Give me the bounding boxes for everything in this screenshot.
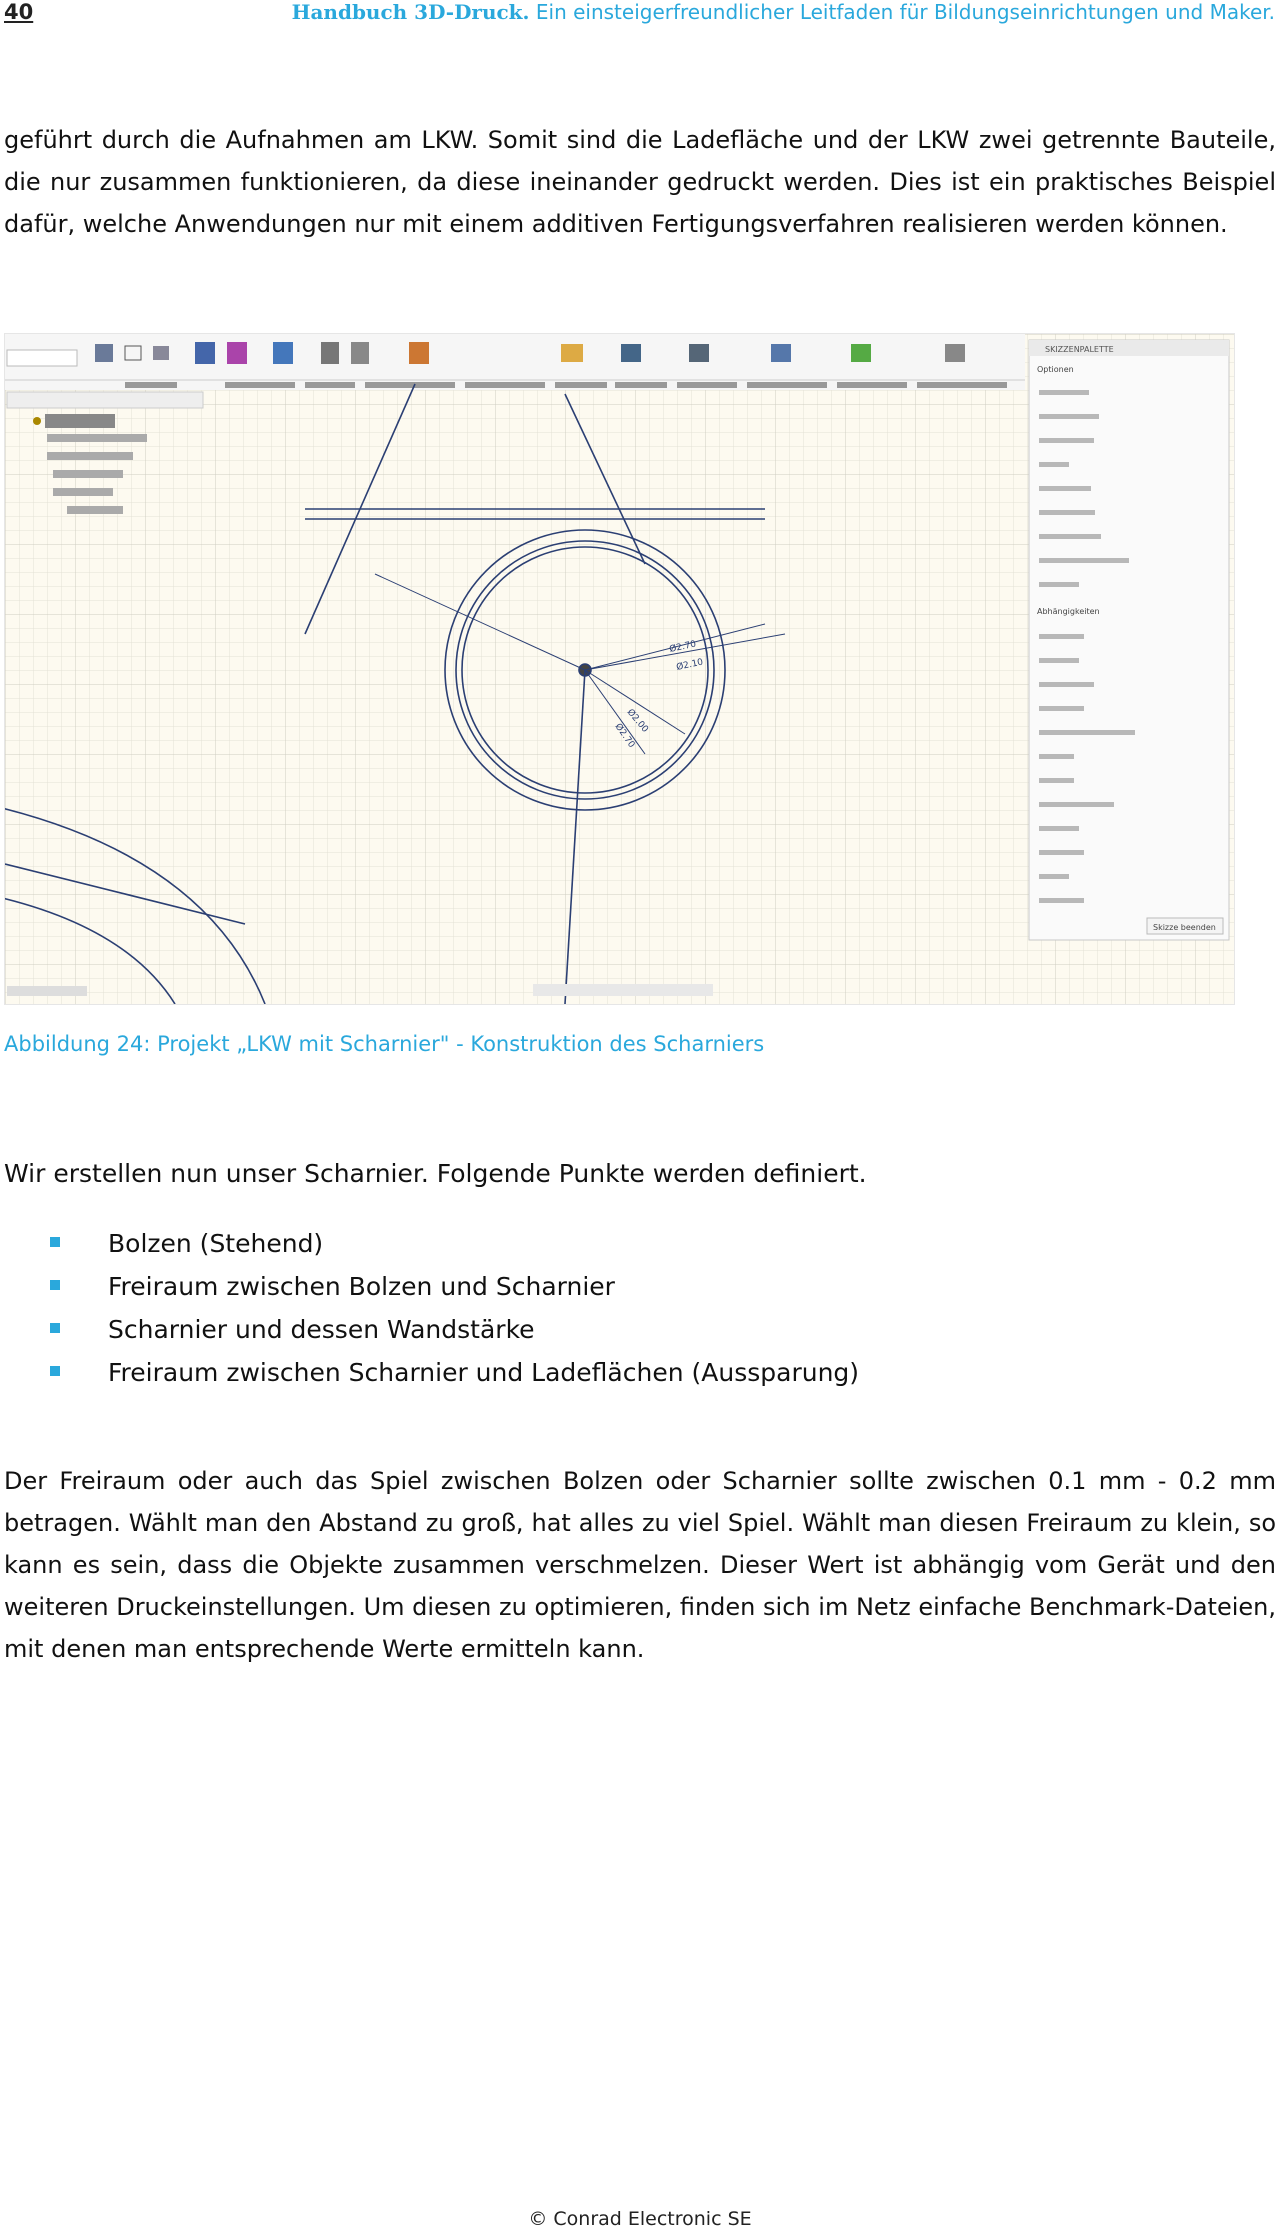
bullet-marker [50, 1366, 60, 1376]
sketch-palette-panel [1029, 340, 1229, 940]
body-paragraph-2: Der Freiraum oder auch das Spiel zwischen Bolzen oder Scharnier sollte zwischen 0.1 mm - 0.2 mm betragen. Wählt man den Abstand zu groß, hat alles zu viel Spiel. Wählt man diesen Freiraum zu klein, so kann es sein, dass die Objekte zusammen verschmelzen. Dieser Wert ist abhängig vom Gerät und den weiteren Druckeinstellungen. Um diesen zu optimieren, finden sich im Netz einfache Benchmark-Dateien, mit denen man entsprechende Werte ermitteln kann. [4, 1467, 1276, 1663]
dim-label-2: Ø2.10 [675, 657, 705, 673]
palette-options: Optionen [1037, 365, 1074, 374]
palette-constraints: Abhängigkeiten [1037, 607, 1100, 616]
dim-label-1: Ø2.70 [668, 639, 698, 655]
figure-caption: Abbildung 24: Projekt „LKW mit Scharnier" - Konstruktion des Scharniers [4, 1032, 765, 1056]
palette-finish-button: Skizze beenden [1153, 923, 1216, 932]
running-head-subtitle: Ein einsteigerfreundlicher Leitfaden für Bildungseinrichtungen und Maker. [529, 0, 1275, 24]
running-head [292, 0, 1275, 24]
list-item [50, 1308, 859, 1351]
page-number: 40 [4, 0, 34, 24]
cad-screenshot [5, 334, 1234, 1004]
page-footer: © Conrad Electronic SE [528, 2208, 752, 2230]
list-item-text: Freiraum zwischen Bolzen und Scharnier [108, 1272, 615, 1301]
bullet-marker [50, 1280, 60, 1290]
list-item-text: Bolzen (Stehend) [108, 1229, 324, 1258]
bullet-list [50, 1222, 859, 1394]
palette-header: SKIZZENPALETTE [1045, 345, 1114, 354]
page-header [0, 0, 1280, 32]
intro-sentence: Wir erstellen nun unser Scharnier. Folgende Punkte werden definiert. [4, 1159, 867, 1188]
dim-label-4: Ø2.70 [612, 721, 637, 750]
list-item-text: Scharnier und dessen Wandstärke [108, 1315, 535, 1344]
dim-label-3: Ø2.00 [624, 707, 650, 735]
cad-toolbar [5, 334, 1025, 390]
list-item [50, 1351, 859, 1394]
list-item [50, 1265, 859, 1308]
bullet-marker [50, 1237, 60, 1247]
running-head-title: Handbuch 3D-Druck. [291, 0, 530, 24]
body-paragraph-1: geführt durch die Aufnahmen am LKW. Somit sind die Ladefläche und der LKW zwei getrennte Bauteile, die nur zusammen funktionieren, da diese ineinander gedruckt werden. Dies ist ein praktisches Beispiel dafür, welche Anwendungen nur mit einem additiven Fertigungsverfahren realisieren werden können. [4, 126, 1276, 238]
bullet-marker [50, 1323, 60, 1333]
list-item [50, 1222, 859, 1265]
cad-screenshot-figure [4, 333, 1235, 1005]
list-item-text: Freiraum zwischen Scharnier und Ladeflächen (Aussparung) [108, 1358, 860, 1387]
